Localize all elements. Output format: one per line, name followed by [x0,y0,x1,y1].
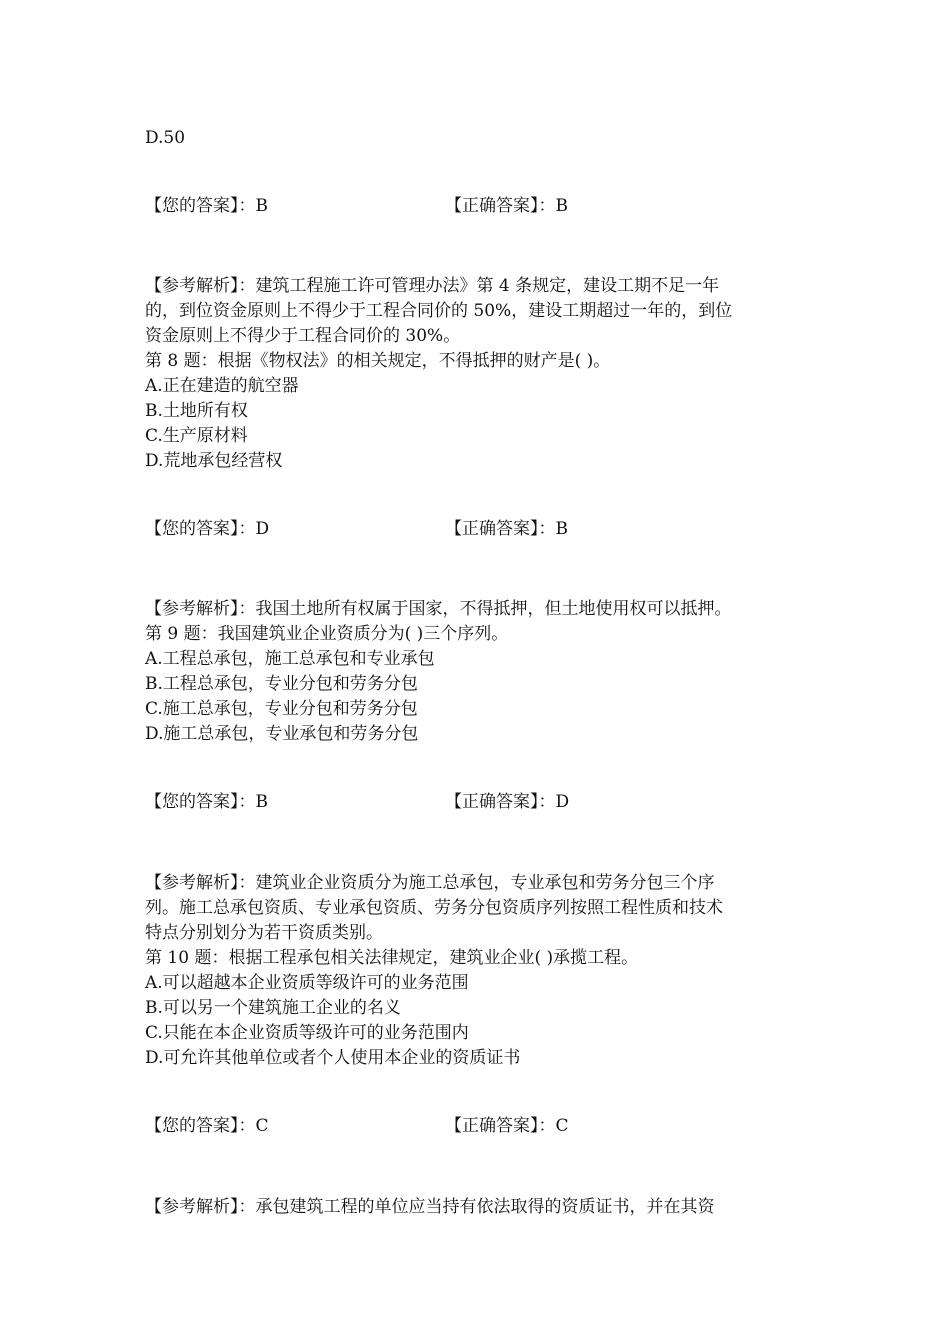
q10-option-b: B.可以另一个建筑施工企业的名义 [145,998,401,1018]
correct-answer-value: ：B [538,519,568,539]
correct-answer-value: ：D [538,792,570,812]
q10-stem: 第 10 题：根据工程承包相关法律规定，建筑业企业( )承揽工程。 [145,948,639,968]
q9-option-a: A.工程总承包，施工总承包和专业承包 [145,649,435,669]
q10-option-a: A.可以超越本企业资质等级许可的业务范围 [145,973,469,993]
q8-option-c: C.生产原材料 [145,426,248,446]
q9-analysis-line-3: 特点分别划分为若干资质类别。 [145,923,383,943]
correct-answer-label: 【正确答案】 [445,196,539,216]
your-answer-value: ：C [238,1116,269,1136]
q9-option-d: D.施工总承包，专业承包和劳务分包 [145,724,419,744]
q8-option-b: B.土地所有权 [145,401,248,421]
your-answer-label: 【您的答案】 [145,1116,239,1136]
q9-option-b: B.工程总承包，专业分包和劳务分包 [145,674,418,694]
your-answer-label: 【您的答案】 [145,792,239,812]
q9-option-c: C.施工总承包，专业分包和劳务分包 [145,699,418,719]
correct-answer-value: ：C [538,1116,569,1136]
q8-stem: 第 8 题：根据《物权法》的相关规定，不得抵押的财产是( )。 [145,351,611,371]
q9-analysis-line-2: 列。施工总承包资质、专业承包资质、劳务分包资质序列按照工程性质和技术 [145,898,723,918]
your-answer-label: 【您的答案】 [145,196,239,216]
correct-answer-label: 【正确答案】 [445,792,539,812]
analysis-label: 【参考解析】 [145,276,239,296]
q7-correct-answer [445,194,568,219]
q8-option-a: A.正在建造的航空器 [145,376,299,396]
analysis-label: 【参考解析】 [145,1197,239,1217]
your-answer-label: 【您的答案】 [145,519,239,539]
your-answer-value: ：B [238,196,268,216]
your-answer-value: ：B [238,792,268,812]
correct-answer-label: 【正确答案】 [445,1116,539,1136]
q7-analysis-line-1: 【参考解析】：建筑工程施工许可管理办法》第 4 条规定，建设工期不足一年 [145,276,720,296]
q10-correct-answer [445,1114,569,1139]
q8-correct-answer [445,517,568,542]
correct-answer-label: 【正确答案】 [445,519,539,539]
q9-analysis-line-1: 【参考解析】：建筑业企业资质分为施工总承包，专业承包和劳务分包三个序 [145,873,715,893]
q10-analysis-line-1: 【参考解析】：承包建筑工程的单位应当持有依法取得的资质证书，并在其资 [145,1197,715,1217]
analysis-label: 【参考解析】 [145,873,239,893]
q10-option-c: C.只能在本企业资质等级许可的业务范围内 [145,1023,469,1043]
q8-option-d: D.荒地承包经营权 [145,451,283,471]
your-answer-value: ：D [238,519,270,539]
correct-answer-value: ：B [538,196,568,216]
q10-option-d: D.可允许其他单位或者个人使用本企业的资质证书 [145,1048,521,1068]
q9-correct-answer [445,790,569,815]
q9-stem: 第 9 题：我国建筑业企业资质分为( )三个序列。 [145,624,509,644]
q7-analysis-line-2: 的，到位资金原则上不得少于工程合同价的 50%，建设工期超过一年的，到位 [145,301,733,321]
prev-option-d: D.50 [145,128,186,148]
q8-analysis-line-1: 【参考解析】：我国土地所有权属于国家，不得抵押，但土地使用权可以抵押。 [145,599,732,619]
q7-analysis-line-3: 资金原则上不得少于工程合同价的 30%。 [145,326,461,346]
analysis-label: 【参考解析】 [145,599,239,619]
